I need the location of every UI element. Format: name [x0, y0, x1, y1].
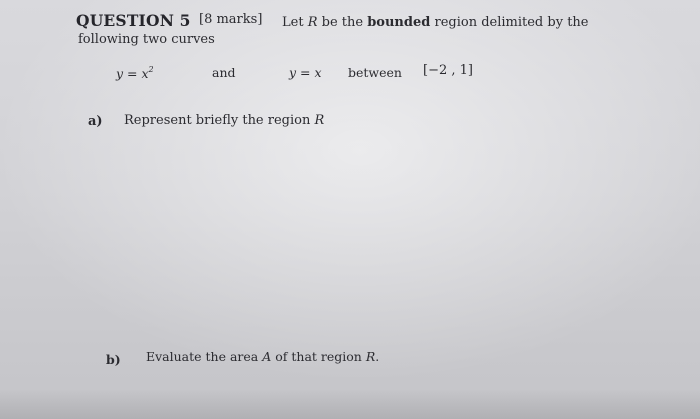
part-a-text [124, 113, 324, 128]
question-intro-line2: following two curves [78, 32, 215, 47]
part-b-prompt-mid: of that region [275, 349, 362, 364]
part-b-text [146, 349, 379, 364]
between-word: between [348, 65, 402, 80]
part-a-label: a) [88, 114, 103, 129]
part-b-label: b) [106, 352, 121, 367]
curve-1-equation [116, 65, 154, 81]
curve-1-exponent: 2 [148, 65, 154, 74]
area-symbol: A [262, 349, 272, 364]
part-a-prompt: Represent briefly the region [124, 113, 311, 128]
region-symbol: R [307, 15, 318, 30]
intro-bold-word: bounded [367, 15, 431, 30]
intro-middle: be the [321, 15, 364, 30]
part-b-prompt-start: Evaluate the area [146, 349, 259, 364]
question-intro-line1 [282, 15, 588, 30]
interval: [−2 , 1] [423, 63, 473, 78]
curve-2-equation: y = x [289, 65, 322, 80]
part-b-region-symbol: R [365, 349, 376, 364]
bottom-shadow [0, 389, 700, 419]
intro-prefix: Let [282, 15, 304, 30]
part-b-period: . [375, 349, 380, 364]
question-title: QUESTION 5 [76, 11, 191, 30]
part-a-region-symbol: R [314, 113, 325, 128]
intro-suffix: region delimited by the [434, 15, 589, 30]
marks-badge: [8 marks] [199, 12, 263, 27]
and-word: and [212, 65, 236, 80]
curve-1-lhs: y = x [116, 66, 149, 81]
